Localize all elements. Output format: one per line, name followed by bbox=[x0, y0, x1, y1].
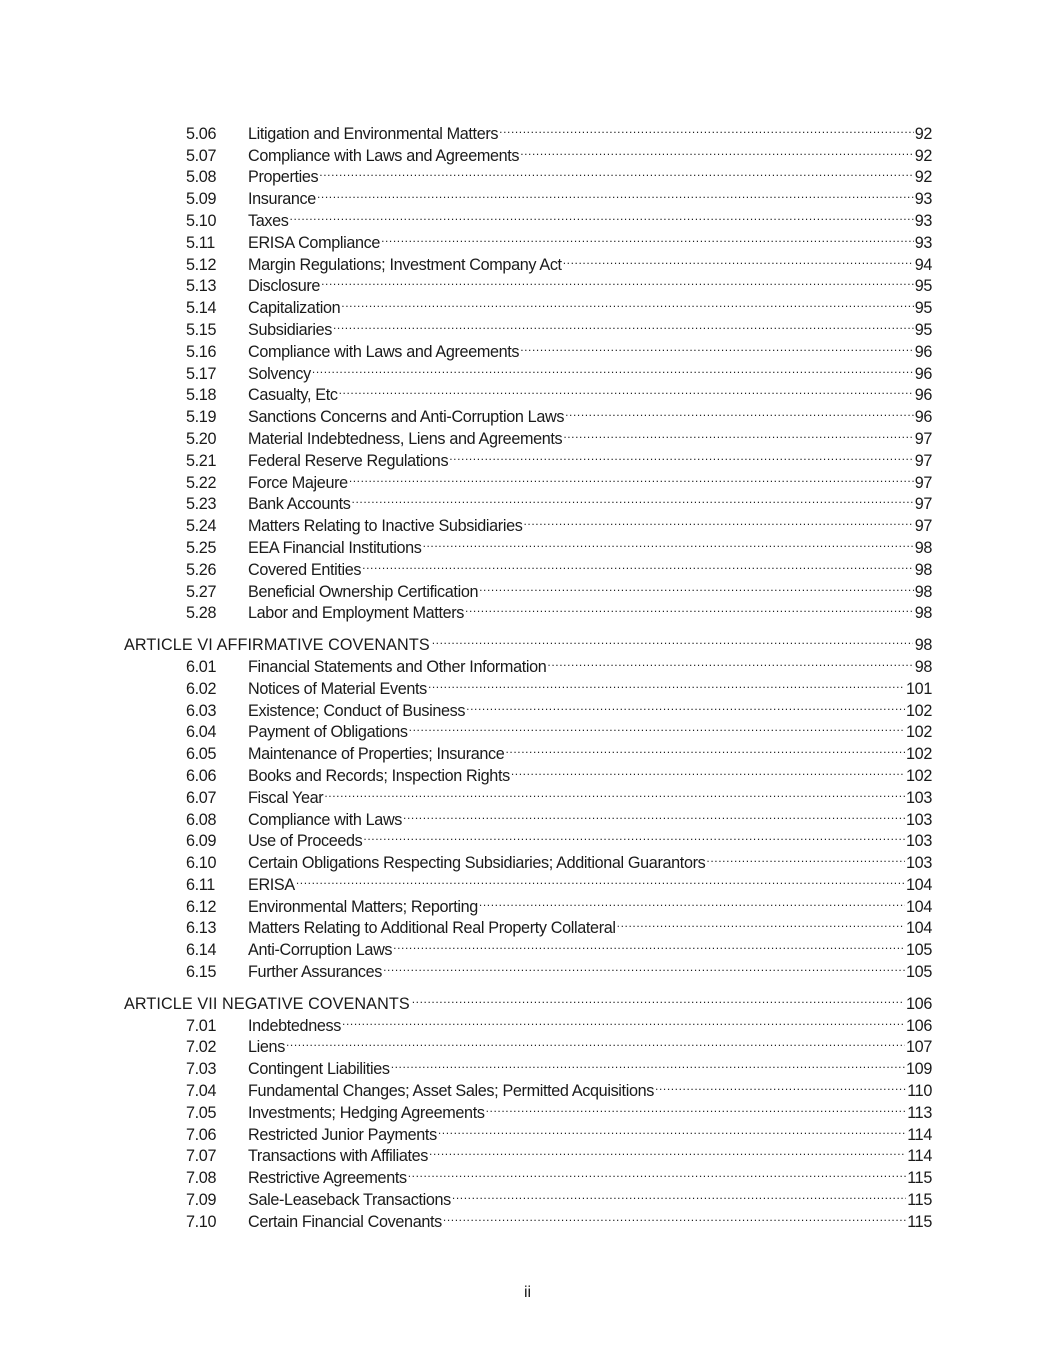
article-title: ARTICLE VI AFFIRMATIVE COVENANTS bbox=[124, 636, 430, 655]
section-title: Solvency bbox=[248, 364, 311, 383]
section-title: Matters Relating to Inactive Subsidiaries bbox=[248, 517, 523, 536]
dot-leader bbox=[324, 781, 905, 803]
section-page-number: 105 bbox=[906, 941, 932, 960]
section-page-number: 95 bbox=[914, 277, 932, 296]
section-title: Compliance with Laws and Agreements bbox=[248, 146, 520, 165]
section-number: 6.13 bbox=[186, 919, 217, 938]
dot-leader bbox=[438, 1118, 906, 1140]
dot-leader bbox=[403, 803, 905, 825]
section-number: 6.09 bbox=[186, 832, 217, 851]
section-number: 7.08 bbox=[186, 1169, 217, 1188]
section-title: EEA Financial Institutions bbox=[248, 538, 422, 557]
section-page-number: 102 bbox=[906, 723, 932, 742]
section-title: Compliance with Laws bbox=[248, 810, 403, 829]
section-page-number: 105 bbox=[906, 963, 932, 982]
section-title: Fiscal Year bbox=[248, 788, 324, 807]
dot-leader bbox=[706, 846, 905, 868]
section-page-number: 97 bbox=[914, 495, 932, 514]
section-number: 5.15 bbox=[186, 320, 217, 339]
section-number: 5.07 bbox=[186, 146, 217, 165]
section-page-number: 104 bbox=[906, 919, 932, 938]
dot-leader bbox=[391, 1052, 905, 1074]
section-page-number: 92 bbox=[914, 124, 932, 143]
section-title: Insurance bbox=[248, 190, 316, 209]
section-number: 5.09 bbox=[186, 190, 217, 209]
section-number: 6.06 bbox=[186, 766, 217, 785]
section-title: Existence; Conduct of Business bbox=[248, 701, 466, 720]
section-number: 5.08 bbox=[186, 168, 217, 187]
page-number-footer: ii bbox=[523, 1284, 532, 1301]
section-number: 7.04 bbox=[186, 1082, 217, 1101]
dot-leader bbox=[286, 1031, 905, 1053]
section-title: Litigation and Environmental Matters bbox=[248, 124, 499, 143]
section-page-number: 103 bbox=[906, 832, 932, 851]
section-title: Environmental Matters; Reporting bbox=[248, 897, 478, 916]
dot-leader bbox=[342, 1009, 905, 1031]
section-page-number: 92 bbox=[914, 168, 932, 187]
section-title: Taxes bbox=[248, 211, 289, 230]
section-title: Subsidiaries bbox=[248, 320, 332, 339]
section-number: 7.06 bbox=[186, 1125, 217, 1144]
toc-article-heading[interactable] bbox=[124, 987, 932, 1013]
section-title: Force Majeure bbox=[248, 473, 348, 492]
article-title: ARTICLE VII NEGATIVE COVENANTS bbox=[124, 994, 410, 1013]
section-title: Disclosure bbox=[248, 277, 321, 296]
section-page-number: 96 bbox=[914, 364, 932, 383]
section-page-number: 96 bbox=[914, 408, 932, 427]
section-page-number: 98 bbox=[914, 657, 932, 676]
section-page-number: 115 bbox=[907, 1169, 932, 1188]
section-page-number: 104 bbox=[906, 875, 932, 894]
section-number: 5.10 bbox=[186, 211, 217, 230]
section-page-number: 110 bbox=[907, 1082, 932, 1101]
dot-leader bbox=[423, 531, 914, 553]
section-title: Beneficial Ownership Certification bbox=[248, 582, 479, 601]
section-page-number: 92 bbox=[914, 146, 932, 165]
section-title: Compliance with Laws and Agreements bbox=[248, 342, 520, 361]
section-page-number: 97 bbox=[914, 451, 932, 470]
section-title: Restricted Junior Payments bbox=[248, 1125, 437, 1144]
section-page-number: 95 bbox=[914, 299, 932, 318]
dot-leader bbox=[290, 204, 914, 226]
section-title: Books and Records; Inspection Rights bbox=[248, 766, 510, 785]
dot-leader bbox=[363, 825, 905, 847]
section-number: 5.19 bbox=[186, 408, 217, 427]
section-number: 7.10 bbox=[186, 1212, 217, 1231]
dot-leader bbox=[381, 226, 914, 248]
section-number: 7.02 bbox=[186, 1038, 217, 1057]
section-title: Restrictive Agreements bbox=[248, 1169, 407, 1188]
dot-leader bbox=[452, 1183, 906, 1205]
section-number: 6.07 bbox=[186, 788, 217, 807]
section-page-number: 115 bbox=[907, 1191, 932, 1210]
section-title: Sale-Leaseback Transactions bbox=[248, 1191, 451, 1210]
section-number: 6.01 bbox=[186, 657, 217, 676]
dot-leader bbox=[428, 672, 905, 694]
toc-article-heading[interactable] bbox=[124, 628, 932, 655]
section-page-number: 97 bbox=[914, 429, 932, 448]
dot-leader bbox=[565, 400, 914, 422]
section-title: Margin Regulations; Investment Company Act bbox=[248, 255, 562, 274]
section-title: Fundamental Changes; Asset Sales; Permitted Acquisitions bbox=[248, 1082, 655, 1101]
article-page-number: 98 bbox=[914, 636, 932, 655]
section-title: Material Indebtedness, Liens and Agreements bbox=[248, 429, 563, 448]
section-page-number: 98 bbox=[914, 538, 932, 557]
section-page-number: 93 bbox=[914, 233, 932, 252]
section-page-number: 98 bbox=[914, 560, 932, 579]
dot-leader bbox=[349, 466, 914, 488]
section-title: Contingent Liabilities bbox=[248, 1060, 390, 1079]
section-title: Payment of Obligations bbox=[248, 723, 408, 742]
section-number: 5.24 bbox=[186, 517, 217, 536]
section-title: Properties bbox=[248, 168, 319, 187]
dot-leader bbox=[296, 868, 905, 890]
section-number: 6.02 bbox=[186, 679, 217, 698]
section-number: 5.27 bbox=[186, 582, 217, 601]
section-title: Federal Reserve Regulations bbox=[248, 451, 449, 470]
section-page-number: 93 bbox=[914, 190, 932, 209]
table-of-contents bbox=[124, 117, 932, 1231]
section-page-number: 103 bbox=[906, 854, 932, 873]
section-title: Anti-Corruption Laws bbox=[248, 941, 393, 960]
section-number: 6.11 bbox=[186, 875, 215, 894]
section-number: 5.06 bbox=[186, 124, 217, 143]
article-page-number: 106 bbox=[906, 994, 932, 1013]
dot-leader bbox=[479, 575, 914, 597]
section-title: Further Assurances bbox=[248, 963, 383, 982]
dot-leader bbox=[429, 1140, 906, 1162]
section-number: 5.26 bbox=[186, 560, 217, 579]
section-page-number: 107 bbox=[906, 1038, 932, 1057]
dot-leader bbox=[321, 270, 914, 292]
dot-leader bbox=[479, 890, 905, 912]
section-title: Indebtedness bbox=[248, 1016, 342, 1035]
section-page-number: 98 bbox=[914, 582, 932, 601]
section-title: Labor and Employment Matters bbox=[248, 604, 465, 623]
section-number: 6.12 bbox=[186, 897, 217, 916]
section-title: Bank Accounts bbox=[248, 495, 351, 514]
section-number: 7.05 bbox=[186, 1103, 217, 1122]
section-number: 6.10 bbox=[186, 854, 217, 873]
section-title: Investments; Hedging Agreements bbox=[248, 1103, 485, 1122]
section-page-number: 96 bbox=[914, 342, 932, 361]
section-number: 5.16 bbox=[186, 342, 217, 361]
section-number: 5.13 bbox=[186, 277, 217, 296]
section-title: Capitalization bbox=[248, 299, 341, 318]
section-title: ERISA bbox=[248, 875, 295, 894]
section-page-number: 95 bbox=[914, 320, 932, 339]
section-page-number: 102 bbox=[906, 766, 932, 785]
dot-leader bbox=[319, 161, 913, 183]
dot-leader bbox=[312, 357, 914, 379]
section-title: ERISA Compliance bbox=[248, 233, 381, 252]
dot-leader bbox=[412, 987, 904, 1009]
section-page-number: 109 bbox=[906, 1060, 932, 1079]
section-number: 6.03 bbox=[186, 701, 217, 720]
dot-leader bbox=[339, 379, 914, 401]
dot-leader bbox=[449, 444, 913, 466]
dot-leader bbox=[333, 313, 914, 335]
section-number: 7.03 bbox=[186, 1060, 217, 1079]
section-title: Certain Obligations Respecting Subsidiaries; Additional Guarantors bbox=[248, 854, 706, 873]
section-title: Maintenance of Properties; Insurance bbox=[248, 745, 505, 764]
section-page-number: 106 bbox=[906, 1016, 932, 1035]
dot-leader bbox=[499, 117, 914, 139]
section-page-number: 114 bbox=[907, 1125, 932, 1144]
section-title: Liens bbox=[248, 1038, 285, 1057]
section-number: 6.15 bbox=[186, 963, 217, 982]
section-number: 5.12 bbox=[186, 255, 217, 274]
section-title: Covered Entities bbox=[248, 560, 362, 579]
section-page-number: 104 bbox=[906, 897, 932, 916]
dot-leader bbox=[655, 1074, 906, 1096]
dot-leader bbox=[466, 694, 905, 716]
dot-leader bbox=[408, 1161, 906, 1183]
section-title: Use of Proceeds bbox=[248, 832, 363, 851]
section-title: Certain Financial Covenants bbox=[248, 1212, 442, 1231]
section-page-number: 115 bbox=[907, 1212, 932, 1231]
dot-leader bbox=[317, 182, 914, 204]
section-number: 5.18 bbox=[186, 386, 217, 405]
section-title: Financial Statements and Other Information bbox=[248, 657, 547, 676]
section-page-number: 98 bbox=[914, 604, 932, 623]
section-page-number: 103 bbox=[906, 810, 932, 829]
dot-leader bbox=[465, 597, 914, 619]
dot-leader bbox=[352, 488, 914, 510]
section-title: Casualty, Etc bbox=[248, 386, 338, 405]
section-page-number: 101 bbox=[906, 679, 932, 698]
section-number: 5.22 bbox=[186, 473, 217, 492]
dot-leader bbox=[393, 933, 905, 955]
dot-leader bbox=[409, 716, 905, 738]
dot-leader bbox=[617, 912, 905, 934]
dot-leader bbox=[443, 1205, 906, 1227]
section-page-number: 113 bbox=[907, 1103, 932, 1122]
section-page-number: 97 bbox=[914, 473, 932, 492]
dot-leader bbox=[547, 650, 913, 672]
section-number: 7.09 bbox=[186, 1191, 217, 1210]
section-number: 6.08 bbox=[186, 810, 217, 829]
dot-leader bbox=[341, 291, 913, 313]
section-number: 5.28 bbox=[186, 604, 217, 623]
dot-leader bbox=[383, 955, 905, 977]
section-title: Transactions with Affiliates bbox=[248, 1147, 429, 1166]
section-number: 6.05 bbox=[186, 745, 217, 764]
section-number: 5.21 bbox=[186, 451, 217, 470]
dot-leader bbox=[563, 422, 913, 444]
section-number: 6.14 bbox=[186, 941, 217, 960]
section-page-number: 102 bbox=[906, 745, 932, 764]
section-page-number: 94 bbox=[914, 255, 932, 274]
dot-leader bbox=[432, 628, 913, 650]
toc-entry[interactable] bbox=[124, 117, 932, 143]
section-number: 5.23 bbox=[186, 495, 217, 514]
section-number: 5.11 bbox=[186, 233, 215, 252]
dot-leader bbox=[362, 553, 914, 575]
dot-leader bbox=[520, 139, 914, 161]
dot-leader bbox=[523, 509, 913, 531]
section-page-number: 93 bbox=[914, 211, 932, 230]
section-number: 5.20 bbox=[186, 429, 217, 448]
dot-leader bbox=[505, 737, 905, 759]
section-number: 5.14 bbox=[186, 299, 217, 318]
section-number: 6.04 bbox=[186, 723, 217, 742]
dot-leader bbox=[563, 248, 914, 270]
section-page-number: 102 bbox=[906, 701, 932, 720]
section-title: Notices of Material Events bbox=[248, 679, 427, 698]
section-title: Matters Relating to Additional Real Property Collateral bbox=[248, 919, 616, 938]
section-page-number: 96 bbox=[914, 386, 932, 405]
section-page-number: 97 bbox=[914, 517, 932, 536]
section-page-number: 103 bbox=[906, 788, 932, 807]
dot-leader bbox=[486, 1096, 907, 1118]
section-page-number: 114 bbox=[907, 1147, 932, 1166]
dot-leader bbox=[520, 335, 914, 357]
section-number: 5.17 bbox=[186, 364, 217, 383]
section-number: 7.07 bbox=[186, 1147, 217, 1166]
section-number: 7.01 bbox=[186, 1016, 217, 1035]
section-number: 5.25 bbox=[186, 538, 217, 557]
dot-leader bbox=[511, 759, 905, 781]
section-title: Sanctions Concerns and Anti-Corruption Laws bbox=[248, 408, 565, 427]
